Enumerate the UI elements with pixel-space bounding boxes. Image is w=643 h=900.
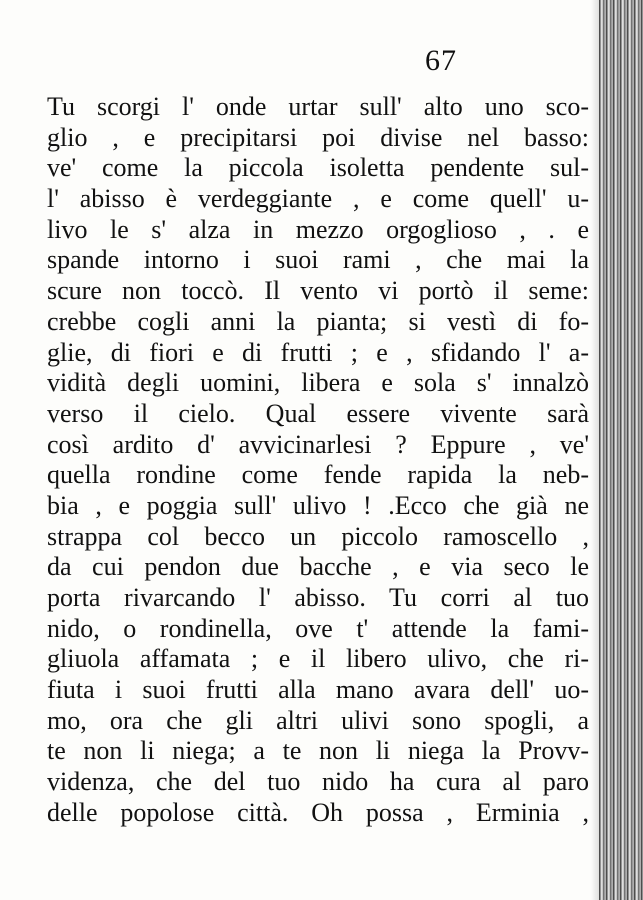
text-line: strappa col becco un piccolo ramoscello ,	[47, 521, 589, 551]
text-line: da cui pendon due bacche , e via seco le	[47, 552, 589, 582]
text-line: così ardito d' avvicinarlesi ? Eppure , ve'	[47, 429, 589, 459]
text-line: porta rivarcando l' abisso. Tu corri al tuo	[47, 583, 589, 612]
text-line: fiuta i suoi frutti alla mano avara dell' uo-	[47, 675, 589, 705]
text-line: bia , e poggia sull' ulivo ! .Ecco che già ne	[47, 490, 589, 520]
text-line: scure non toccò. Il vento vi portò il seme:	[47, 276, 589, 306]
text-line: delle popolose città. Oh possa , Erminia ,	[47, 797, 589, 827]
text-line: te non li niega; a te non li niega la Provv-	[47, 736, 589, 766]
text-line: quella rondine come fende rapida la neb-	[47, 460, 589, 490]
text-line: glio , e precipitarsi poi divise nel basso:	[47, 122, 589, 152]
text-line: verso il cielo. Qual essere vivente sarà	[47, 398, 589, 428]
text-line: Tu scorgi l' onde urtar sull' alto uno sco-	[47, 92, 589, 121]
text-line: videnza, che del tuo nido ha cura al paro	[47, 767, 589, 797]
text-line: livo le s' alza in mezzo orgoglioso , . e	[47, 214, 589, 244]
text-line: spande intorno i suoi rami , che mai la	[47, 245, 589, 275]
text-line: ve' come la piccola isoletta pendente sul-	[47, 153, 589, 183]
page-number: 67	[425, 44, 457, 77]
text-line: gliuola affamata ; e il libero ulivo, che ri-	[47, 644, 589, 674]
text-line: l' abisso è verdeggiante , e come quell' u-	[47, 184, 589, 214]
page-binding-edge	[599, 0, 643, 900]
body-text	[47, 92, 589, 829]
text-line: mo, ora che gli altri ulivi sono spogli, a	[47, 705, 589, 735]
text-line: vidità degli uomini, libera e sola s' innalzò	[47, 368, 589, 398]
text-line: glie, di fiori e di frutti ; e , sfidando l' a-	[47, 337, 589, 367]
text-line: nido, o rondinella, ove t' attende la fami-	[47, 613, 589, 643]
text-line: crebbe cogli anni la pianta; si vestì di fo-	[47, 306, 589, 336]
